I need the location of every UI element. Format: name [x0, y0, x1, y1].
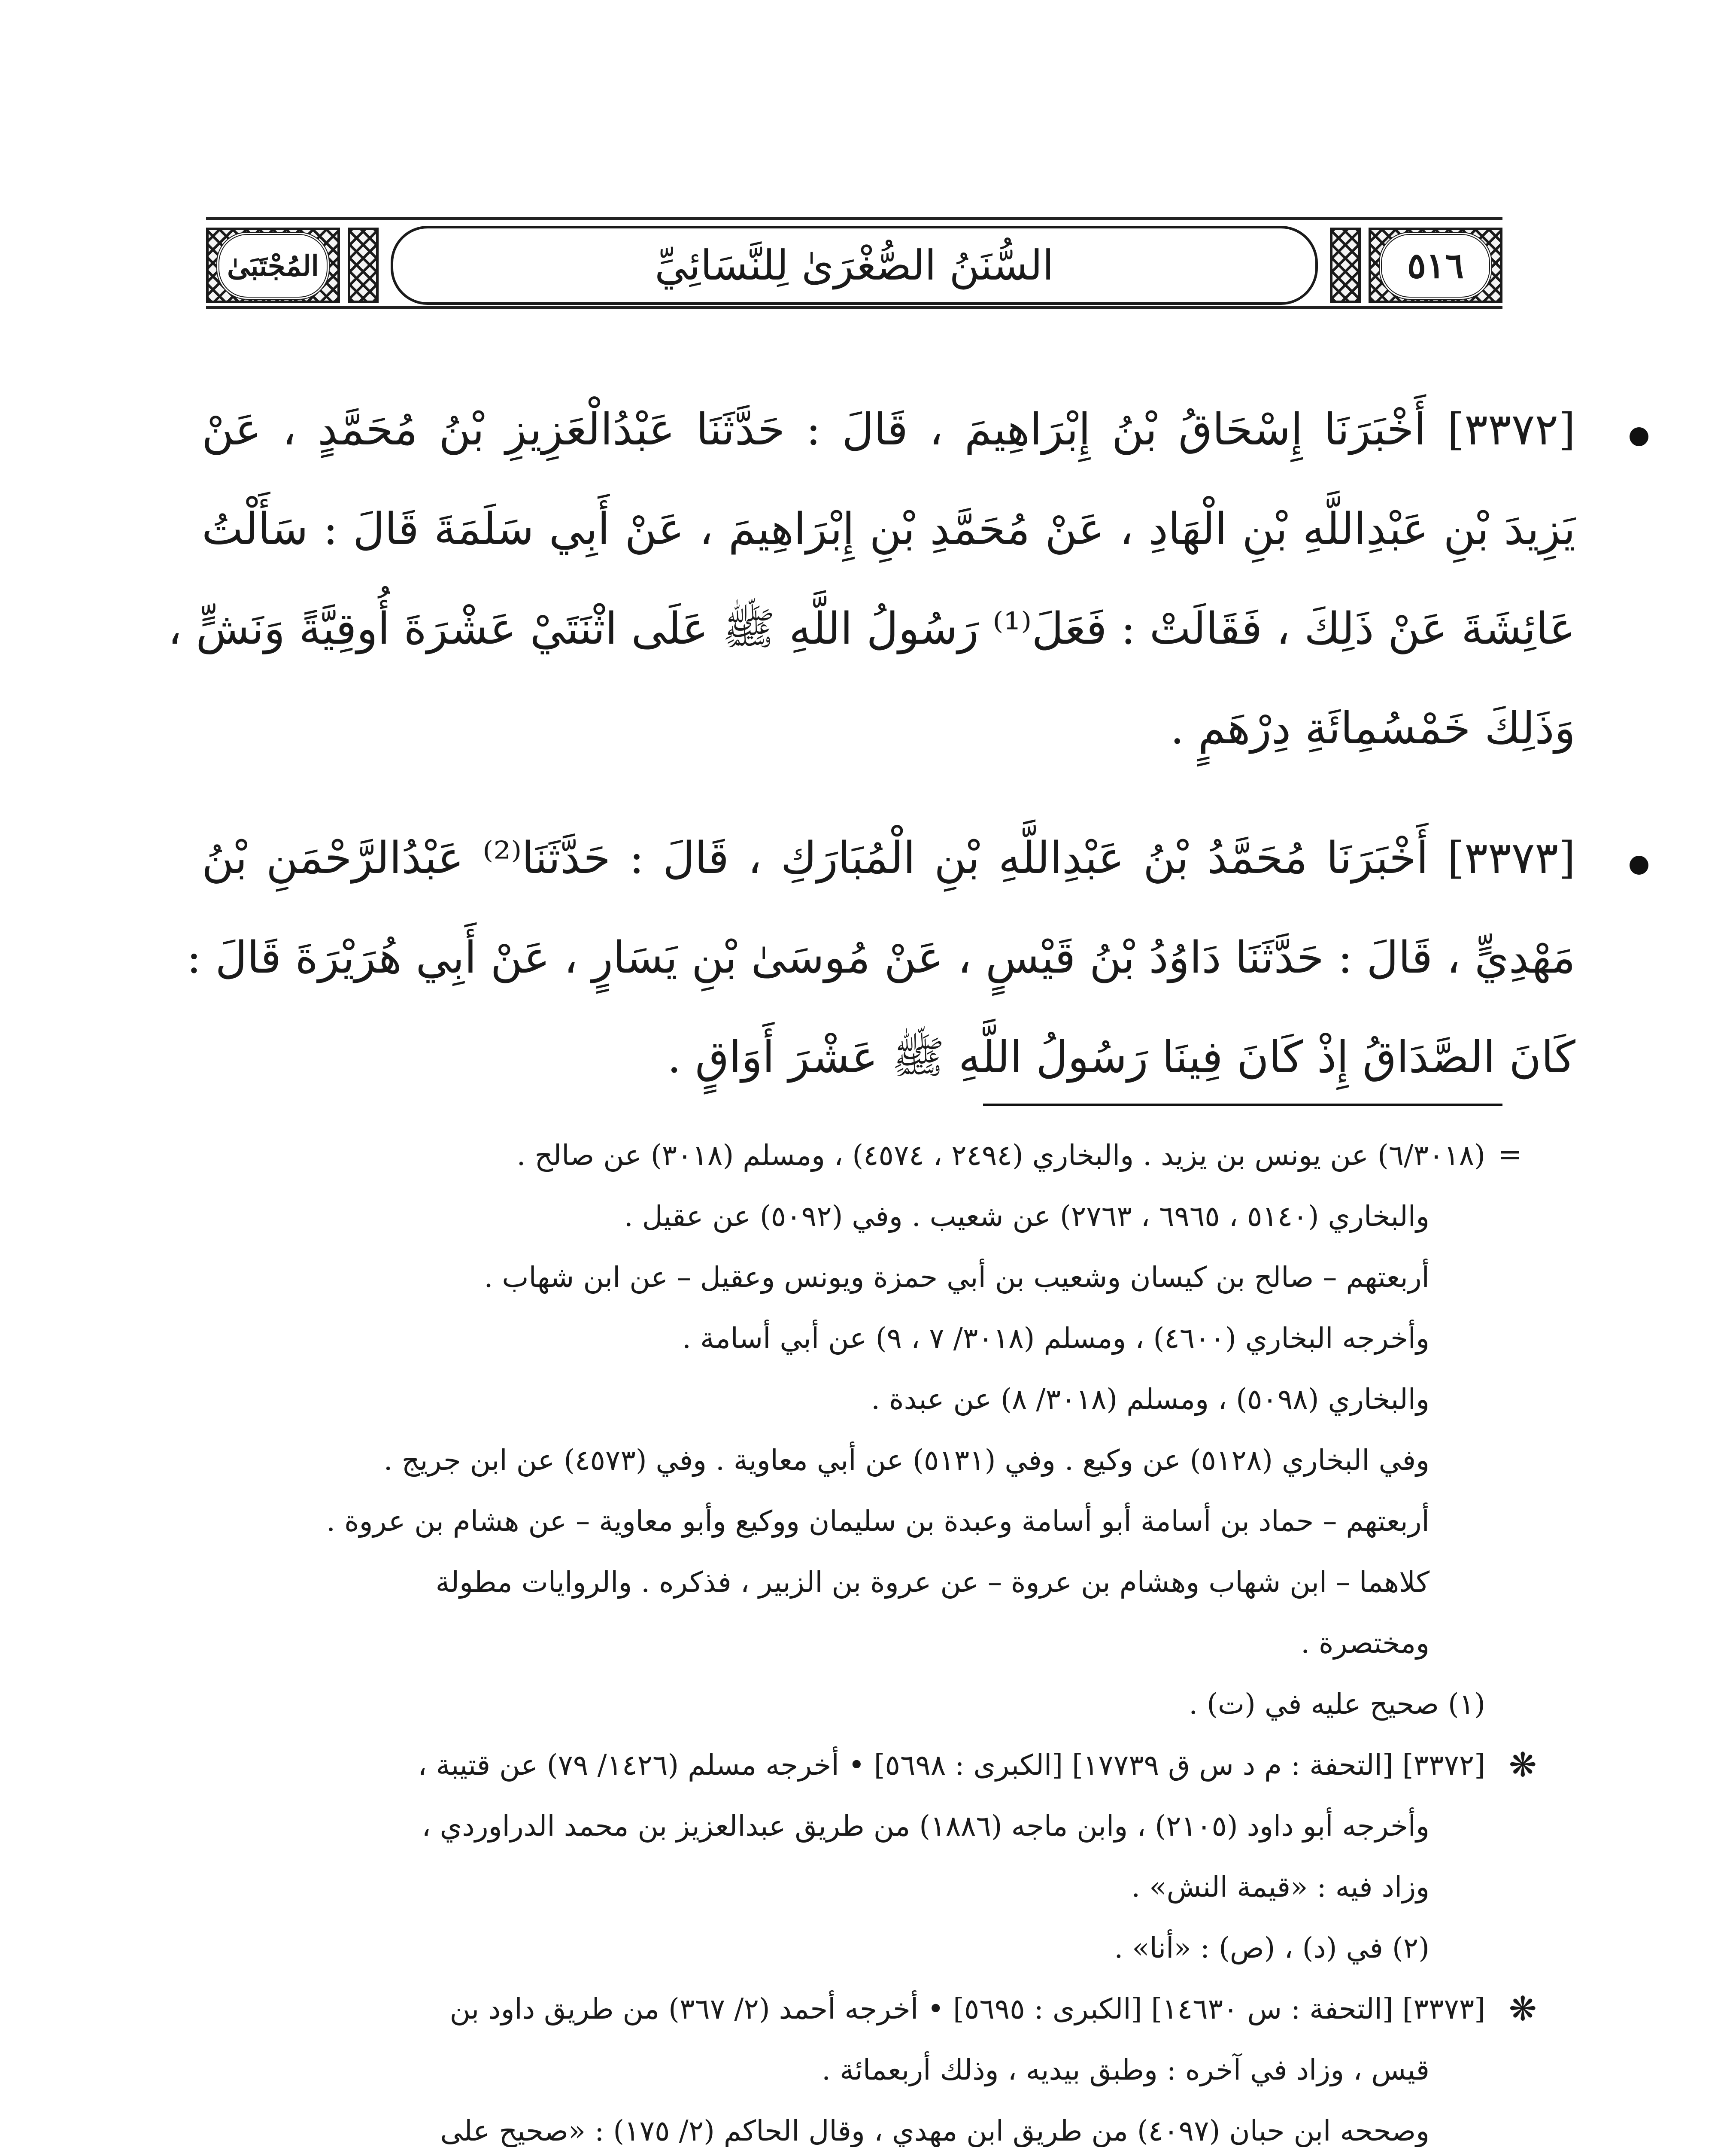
badge-title: المُجْتَبَىٰ — [216, 232, 330, 300]
takhrij-line: وأخرجه أبو داود (٢١٠٥) ، وابن ماجه (١٨٨٦) من طريق عبدالعزيز بن محمد الدراوردي ، — [422, 1809, 1429, 1843]
header-ornament-right-small — [1330, 228, 1361, 303]
takhrij-line: وصححه ابن حبان (٤٠٩٧) من طريق ابن مهدي ، وقال الحاكم (٢/ ١٧٥) : «صحيح على — [440, 2114, 1429, 2147]
page-number: ٥١٦ — [1379, 232, 1492, 300]
footnote-line: أربعتهم – صالح بن كيسان وشعيب بن أبي حمزة ويونس وعقيل – عن ابن شهاب . — [484, 1261, 1429, 1294]
bullet-icon — [1630, 856, 1648, 875]
page-header — [206, 217, 1502, 309]
footnotes — [240, 1125, 1537, 2147]
asterisk-icon: ❋ — [1508, 1746, 1537, 1785]
hadith-entry — [186, 809, 1575, 1107]
continuation-mark: = — [1498, 1138, 1522, 1171]
text-line: يَزِيدَ بْنِ عَبْدِاللَّهِ بْنِ الْهَادِ ، عَنْ مُحَمَّدِ بْنِ إِبْرَاهِيمَ ، عَنْ أَبِي سَلَمَةَ قَالَ : سَأَلْتُ — [202, 504, 1575, 555]
takhrij-line: وزاد فيه : «قيمة النش» . — [1131, 1870, 1429, 1904]
footnote-line: والبخاري (٥٠٩٨) ، ومسلم (٣٠١٨/ ٨) عن عبدة . — [871, 1383, 1429, 1416]
footnote-line: وأخرجه البخاري (٤٦٠٠) ، ومسلم (٣٠١٨/ ٧ ، ٩) عن أبي أسامة . — [682, 1322, 1429, 1355]
takhrij-text: [٣٣٧٢] [التحفة : م د س ق ١٧٧٣٩] [الكبرى : ٥٦٩٨] • أخرجه مسلم (١٤٢٦/ ٧٩) عن قتيبة ، — [418, 1749, 1485, 1782]
takhrij-text: [٣٣٧٣] [التحفة : س ١٤٦٣٠] [الكبرى : ٥٦٩٥] • أخرجه أحمد (٢/ ٣٦٧) من طريق داود بن — [449, 1992, 1485, 2025]
text-line: كَانَ الصَّدَاقُ إِذْ كَانَ فِينَا رَسُولُ اللَّهِ ﷺ عَشْرَ أَوَاقٍ . — [667, 1032, 1575, 1083]
text-line: مَهْدِيٍّ ، قَالَ : حَدَّثَنَا دَاوُدُ بْنُ قَيْسٍ ، عَنْ مُوسَىٰ بْنِ يَسَارٍ ، عَنْ أَبِي هُرَيْرَةَ قَالَ : — [186, 932, 1575, 983]
hadith-entry — [167, 380, 1575, 779]
footnote-line: وفي البخاري (٥١٢٨) عن وكيع . وفي (٥١٣١) عن أبي معاوية . وفي (٤٥٧٣) عن ابن جريج . — [383, 1444, 1429, 1477]
footnote-line: والبخاري (٥١٤٠ ، ٦٩٦٥ ، ٢٧٦٣) عن شعيب . وفي (٥٠٩٢) عن عقيل . — [624, 1200, 1429, 1233]
footnote-1: (١) صحيح عليه في (ت) . — [1189, 1688, 1485, 1721]
text-line: عَائِشَةَ عَنْ ذَلِكَ ، فَقَالَتْ : فَعَلَ⁽¹⁾ رَسُولُ اللَّهِ ﷺ عَلَى اثْنَتَيْ عَشْرَةَ أُوقِيَّةً وَنَشٍّ ، — [167, 603, 1575, 654]
text-line: [٣٣٧٢] أَخْبَرَنَا إِسْحَاقُ بْنُ إِبْرَاهِيمَ ، قَالَ : حَدَّثَنَا عَبْدُالْعَزِيزِ بْنُ مُحَمَّدٍ ، عَنْ — [202, 404, 1575, 455]
bullet-icon — [1630, 427, 1648, 446]
asterisk-icon: ❋ — [1508, 1990, 1537, 2028]
takhrij-line: قيس ، وزاد في آخره : وطبق بيديه ، وذلك أربعمائة . — [822, 2053, 1429, 2086]
footnote-line: (٦/٣٠١٨) عن يونس بن يزيد . والبخاري (٢٤٩٤ ، ٤٥٧٤) ، ومسلم (٣٠١٨) عن صالح . — [516, 1139, 1485, 1172]
main-text — [167, 380, 1575, 1137]
book-title: السُّنَنُ الصُّغْرَىٰ لِلنَّسَائِيِّ — [391, 226, 1318, 305]
text-line: [٣٣٧٣] أَخْبَرَنَا مُحَمَّدُ بْنُ عَبْدِاللَّهِ بْنِ الْمُبَارَكِ ، قَالَ : حَدَّثَنَا⁽²⁾ عَبْدُالرَّحْمَنِ بْنُ — [202, 833, 1575, 884]
footnote-line: كلاهما – ابن شهاب وهشام بن عروة – عن عروة بن الزبير ، فذكره . والروايات مطولة — [435, 1566, 1429, 1599]
footnote-2: (٢) في (د) ، (ص) : «أنا» . — [1114, 1931, 1429, 1965]
footnote-line: أربعتهم – حماد بن أسامة أبو أسامة وعبدة بن سليمان ووكيع وأبو معاوية – عن هشام بن عروة . — [326, 1505, 1429, 1538]
takhrij-line — [240, 1735, 1537, 1796]
text-line: وَذَلِكَ خَمْسُمِائَةِ دِرْهَمٍ . — [1170, 703, 1575, 754]
header-ornament-left-small — [348, 228, 379, 303]
takhrij-line — [240, 1979, 1537, 2040]
footnote-line: ومختصرة . — [1301, 1627, 1429, 1660]
footnote-separator — [983, 1104, 1502, 1106]
